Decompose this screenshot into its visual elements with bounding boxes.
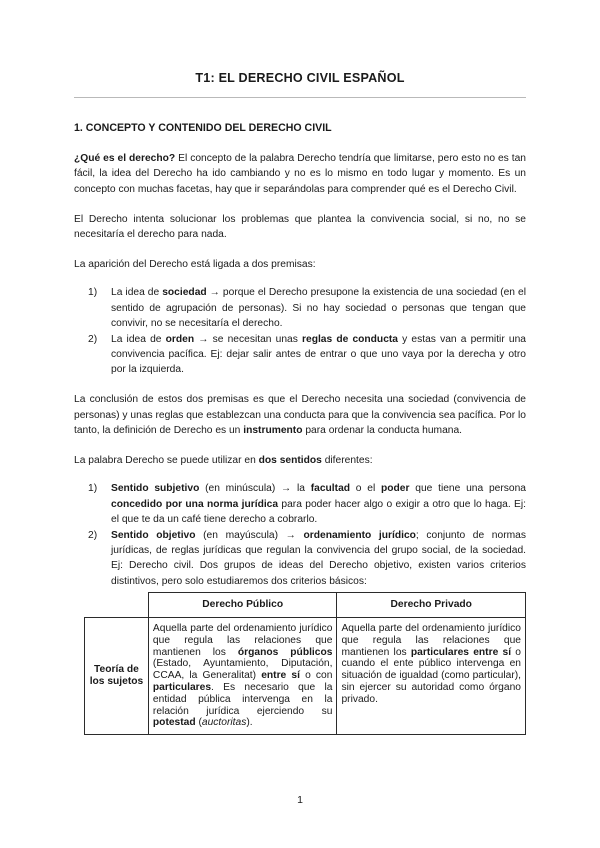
list-text: → porque el Derecho presupone la existencia de una sociedad (en el sentido de agrupación de personas). Si no hay sociedad o personas que tengan que convivir, no se necesitaría el derecho. xyxy=(111,287,526,330)
cell-derecho-publico xyxy=(148,618,337,735)
table-row xyxy=(85,618,526,735)
list-text: La idea de xyxy=(111,333,166,345)
cell-text: (Estado, Ayuntamiento, Diputación, CCAA, la Generalitat) xyxy=(152,658,333,682)
page-number: 1 xyxy=(297,794,303,806)
bold-term: reglas de conducta xyxy=(302,333,399,345)
list-text: o el xyxy=(350,483,381,495)
list-number: 2) xyxy=(88,333,98,345)
page-title: T1: EL DERECHO CIVIL ESPAÑOL xyxy=(195,71,405,85)
title-divider xyxy=(74,97,526,98)
bold-term: particulares entre sí xyxy=(410,646,512,658)
bold-term: poder xyxy=(381,483,410,495)
bold-term: Sentido objetivo xyxy=(111,529,196,541)
list-text: La idea de xyxy=(111,287,163,299)
table-header-row xyxy=(85,593,526,618)
paragraph-text: El concepto de la palabra Derecho tendría que limitarse, pero esto no es tan fácil, la idea del Derecho ha ido cambiando y no es lo mismo en todo lugar y momento. Es un concepto con muchas facetas, hay que ir separándolas para comprender qué es el Derecho Civil. xyxy=(74,152,527,195)
list-item xyxy=(88,528,526,590)
list-text: ; conjunto de normas jurídicas, de reglas jurídicas que regulan la convivencia del grupo social, de la sociedad. Ej: Derecho civil. Dos grupos de ideas del Derecho objetivo, existen varios criterios distintivos, pero solo estudiaremos dos criterios básicos: xyxy=(111,529,526,587)
list-text: → se necesitan unas xyxy=(194,333,302,345)
list-number: 2) xyxy=(88,529,98,541)
bold-term: concedido por una norma jurídica xyxy=(111,498,279,510)
list-item xyxy=(88,332,526,378)
paragraph-que-es-derecho xyxy=(74,151,526,197)
column-header-publico: Derecho Público xyxy=(148,593,337,618)
paragraph-conclusion xyxy=(74,392,526,438)
list-text: (en mayúscula) → xyxy=(195,529,304,541)
bold-term: órganos públicos xyxy=(237,646,333,658)
bold-term: facultad xyxy=(310,483,351,495)
list-number: 1) xyxy=(88,483,98,495)
bold-term: ordenamiento jurídico xyxy=(303,529,416,541)
document-body xyxy=(74,121,526,735)
column-header-privado: Derecho Privado xyxy=(337,593,526,618)
comparison-table xyxy=(84,592,526,735)
list-item xyxy=(88,285,526,331)
italic-term: auctoritas xyxy=(201,717,247,729)
cell-text: ( xyxy=(195,717,202,729)
cell-text: Aquella parte del ordenamiento jurídico que regula las relaciones que mantienen los xyxy=(341,623,521,658)
bold-term: particulares xyxy=(152,682,212,694)
bold-term: Sentido subjetivo xyxy=(111,483,200,495)
list-item xyxy=(88,481,526,527)
paragraph-text: La palabra Derecho se puede utilizar en xyxy=(74,455,259,466)
paragraph-text: La conclusión de estos dos premisas es que el Derecho necesita una sociedad (convivencia de personas) y unas reglas que establezcan una conducta para que la convivencia sea pacífica. Por lo tanto, la definición de Derecho es un xyxy=(74,394,526,437)
premisas-list xyxy=(74,285,526,377)
bold-term: instrumento xyxy=(243,425,303,437)
list-text: (en minúscula) → la xyxy=(199,483,311,495)
bold-term: potestad xyxy=(152,717,196,729)
list-text: que tiene una persona xyxy=(409,483,526,495)
bold-term: dos sentidos xyxy=(258,455,322,466)
paragraph-convivencia: El Derecho intenta solucionar los problemas que plantea la convivencia social, si no, no se necesitaría el derecho para nada. xyxy=(74,213,526,241)
bold-term: orden xyxy=(165,333,195,345)
paragraph-text: para ordenar la conducta humana. xyxy=(302,425,463,437)
cell-text: o con xyxy=(299,670,333,682)
bold-term: entre sí xyxy=(261,670,300,682)
section-heading: 1. CONCEPTO Y CONTENIDO DEL DERECHO CIVIL xyxy=(74,122,332,134)
row-header-teoria-sujetos: Teoría de los sujetos xyxy=(85,618,149,735)
cell-text: Aquella parte del ordenamiento jurídico que regula las relaciones que mantienen los xyxy=(152,623,333,658)
cell-text: . Es necesario que la entidad pública intervenga en la relación jurídica ejerciendo su xyxy=(152,682,333,717)
list-number: 1) xyxy=(88,287,98,299)
paragraph-sentidos-intro xyxy=(74,453,526,468)
table-corner xyxy=(85,593,149,618)
cell-text: o cuando el ente público intervenga en situación de igualdad (como particular), sin ejercer su autoridad como órgano privado. xyxy=(341,646,521,705)
cell-derecho-privado xyxy=(337,618,526,735)
list-text: para poder hacer algo o exigir a otro que lo haga. Ej: el que te da un café tiene derecho a cobrarlo. xyxy=(111,498,526,526)
list-text: y estas van a permitir una convivencia pacífica. Ej: dejar salir antes de entrar o que uno vaya por la derecha y otro por la izquierda. xyxy=(111,333,526,376)
paragraph-premisas-intro: La aparición del Derecho está ligada a dos premisas: xyxy=(74,258,316,270)
sentidos-list xyxy=(74,481,526,589)
bold-question: ¿Qué es el derecho? xyxy=(74,152,176,164)
paragraph-text: diferentes: xyxy=(321,455,373,466)
cell-text: ). xyxy=(246,717,253,729)
bold-term: sociedad xyxy=(162,287,207,299)
